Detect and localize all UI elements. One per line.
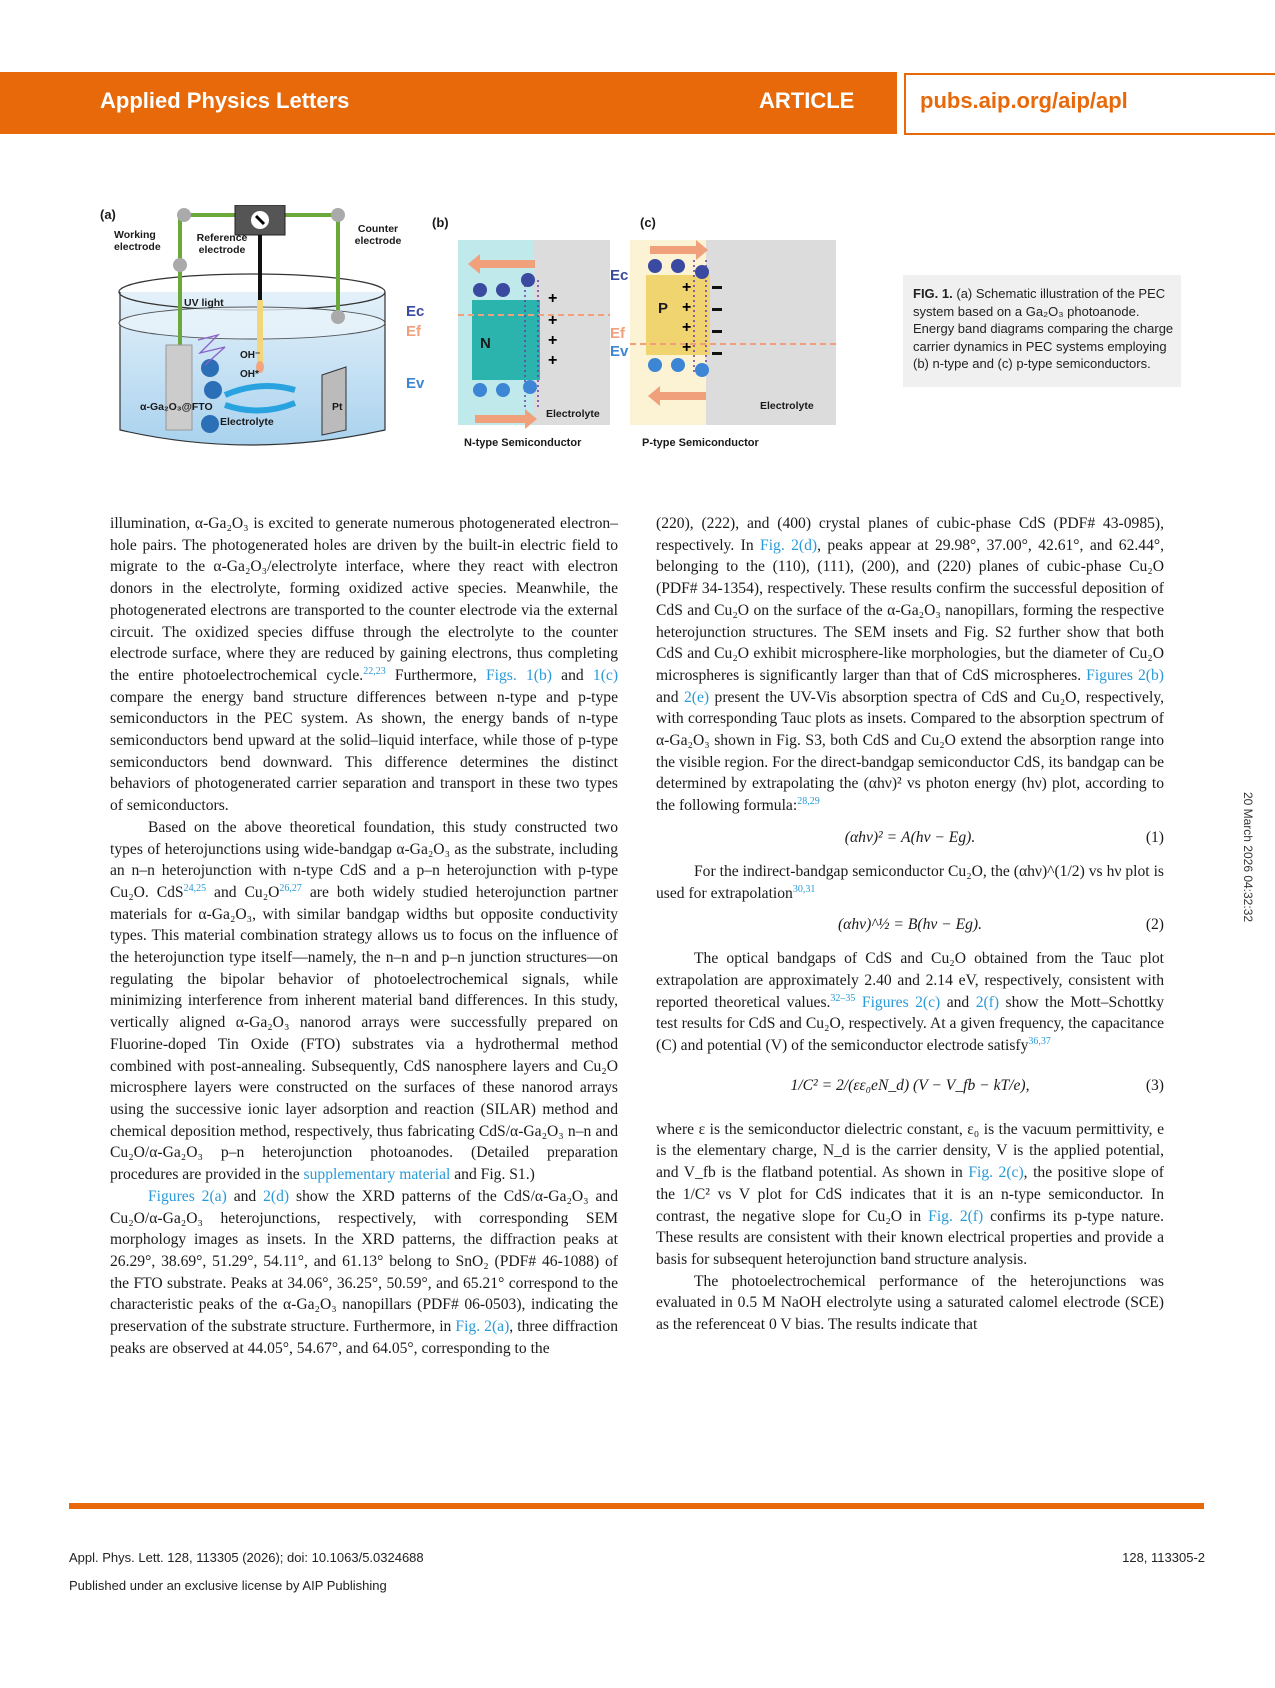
hole-icon — [201, 359, 219, 377]
ef-label-b: Ef — [406, 323, 421, 340]
photoanode-label: α-Ga₂O₃@FTO — [140, 401, 213, 413]
electron-icon — [521, 273, 535, 287]
paragraph: Figures 2(a) and 2(d) show the XRD patterns of the CdS/α-Ga₂O₃ and Cu₂O/α-Ga₂O₃ heterojunctions, respectively, with corresponding SEM morphology images as insets. In the XRD patterns, the diffraction peaks at 26.29°, 38.69°, 51.29°, 54.11°, and 61.13° belong to SnO₂ (PDF# 46-1088) of the FTO substrate. Peaks at 34.06°, 36.25°, 50.59°, and 65.21° correspond to the characteristic peaks of the α-Ga₂O₃ nanopillars (PDF# 06-0503), indicating the preservation of the substrate structure. Furthermore, in Fig. 2(a), three diffraction peaks are observed at 44.05°, 54.67°, and 64.05°, corresponding to the — [110, 1187, 619, 1357]
ef-label-c: Ef — [610, 325, 625, 342]
uv-light-label: UV light — [184, 297, 224, 309]
n-region-label: N — [480, 335, 491, 352]
figure-link[interactable]: Fig. 2(c) — [968, 1164, 1024, 1182]
hole-icon — [201, 415, 219, 433]
svg-text:+: + — [548, 312, 558, 329]
figure-link[interactable]: 1(c) — [592, 666, 619, 684]
svg-text:+: + — [682, 339, 692, 356]
paragraph: where ε is the semiconductor dielectric constant, ε₀ is the vacuum permittivity, e is the elementary charge, N_d is the carrier density, V is the applied potential, and V_fb is the flatband potential. As shown in Fig. 2(c), the positive slope of the 1/C² vs V plot for CdS indicates that it is an n-type semiconductor. In contrast, the negative slope for Cu₂O in Fig. 2(f) confirms its p-type nature. These results are consistent with their known electrical properties and provide a basis for subsequent heterojunction band structure analysis. — [656, 1120, 1165, 1268]
figure-link[interactable]: Figs. 1(b) — [485, 666, 552, 684]
left-column — [110, 513, 618, 1359]
electrolyte-label-b: Electrolyte — [546, 408, 600, 420]
panel-label-c: (c) — [640, 215, 656, 230]
journal-title: Applied Physics Letters — [100, 88, 350, 113]
reference-electrode-label: Reference electrode — [196, 232, 248, 256]
figure-link[interactable]: Fig. 2(f) — [928, 1207, 984, 1225]
download-timestamp: 20 March 2026 04:32:32 — [1241, 791, 1256, 923]
paragraph: The photoelectrochemical performance of the heterojunctions was evaluated in 0.5 M NaOH electrolyte using a saturated calomel electrode (SCE) as the referenceat 0 V bias. The results indicate that — [656, 1272, 1164, 1334]
panel-label-b: (b) — [432, 215, 449, 230]
citation[interactable]: 36,37 — [1028, 1035, 1051, 1047]
paragraph: illumination, α-Ga₂O₃ is excited to generate numerous photogenerated electron–hole pairs. The photogenerated holes are driven by the built-in electric field to migrate to the α-Ga₂O₃/electrolyte interface, where they react with electron donors in the electrolyte, forming oxidized active species. Meanwhile, the photogenerated electrons are transported to the counter electrode via the external circuit. The oxidized species diffuse through the electrolyte to the counter electrode surface, where they are reduced by gaining electrons, thus completing the entire photoelectrochemical cycle.$^{22,23}$ Furthermore, Figs. 1(b) and 1(c) compare the energy band structure differences between n-type and p-type semiconductors in the PEC system. As shown, the energy bands of n-type semiconductors bend upward at the solid–liquid interface, while those of p-type semiconductors bend downward. This difference determines the distinct behaviors of photogenerated carrier separation and transport in these two types of semiconductors. — [110, 515, 619, 815]
pt-label: Pt — [332, 401, 343, 413]
paragraph: Based on the above theoretical foundation, this study constructed two types of heterojunctions using wide-bandgap α-Ga₂O₃ as the substrate, including an n–n heterojunction with n-type CdS and a p–n heterojunction with p-type Cu₂O. CdS$^{24,25}$ and $Cu_2O^{26,27}$ are both widely studied heterojunction partner materials for α-Ga₂O₃, with similar bandgap widths but opposite conductivity types. This material combination strategy allows us to focus on the influence of the heterojunction type itself—namely, the n–n and p–n junction structures—on regulating the bipolar behavior of photoelectrochemical signals, while minimizing interference from inherent material band differences. In this study, vertically aligned α-Ga₂O₃ nanorod arrays were successfully prepared on Fluorine-doped Tin Oxide (FTO) substrates via a hydrothermal method combined with post-annealing. Subsequently, CdS nanosphere layers and Cu₂O microsphere layers were constructed on the surfaces of these nanorod arrays using the successive ionic layer adsorption and reaction (SILAR) method and chemical deposition method, respectively, thus fabricating CdS/α-Ga₂O₃ n–n and Cu₂O/α-Ga₂O₃ p–n heterojunction photoanodes. (Detailed preparation procedures are provided in the supplementary material and Fig. S1.) — [110, 818, 618, 1184]
figure-link[interactable]: Fig. 2(d) — [760, 536, 818, 554]
figure-link[interactable]: Fig. 2(a) — [455, 1318, 510, 1336]
caption-text: (a) Schematic illustration of the PEC system based on a Ga₂O₃ photoanode. Energy band diagrams comparing the charge carrier dynamics in PEC systems employing (b) n-type and (c) p-type semiconductors. — [913, 286, 1174, 371]
citation[interactable]: 26,27 — [279, 882, 302, 894]
panel-label-a: (a) — [100, 207, 116, 222]
article-type: ARTICLE — [759, 88, 855, 113]
electrolyte-label: Electrolyte — [220, 416, 274, 428]
svg-text:+: + — [548, 290, 558, 307]
p-type-title: P-type Semiconductor — [642, 437, 759, 449]
oh-radical-label: OH* — [240, 369, 259, 380]
equation-number: (2) — [1145, 916, 1164, 934]
citation[interactable]: 28,29 — [797, 795, 820, 807]
supplementary-link[interactable]: supplementary material — [303, 1166, 451, 1184]
svg-text:+: + — [682, 299, 692, 316]
electron-icon — [177, 208, 191, 222]
ec-label-c: Ec — [610, 267, 629, 284]
hole-icon — [496, 383, 510, 397]
figure-caption — [903, 275, 1181, 387]
figure-link[interactable]: Figures 2(a) — [148, 1187, 227, 1205]
figure-link[interactable]: Figures 2(b) — [1086, 666, 1164, 684]
footer-license: Published under an exclusive license by AIP Publishing — [69, 1578, 387, 1593]
svg-text:+: + — [682, 279, 692, 296]
equation-number: (3) — [1145, 1076, 1164, 1094]
figure-1c — [610, 215, 840, 455]
hole-icon — [204, 381, 222, 399]
equation-number: (1) — [1145, 828, 1164, 846]
journal-url-link[interactable]: pubs.aip.org/aip/apl — [920, 88, 1128, 113]
citation[interactable]: 24,25 — [183, 882, 207, 894]
hole-icon — [523, 380, 537, 394]
figure-link[interactable]: Figures 2(c) — [861, 993, 941, 1011]
electron-icon — [173, 258, 187, 272]
figure-link[interactable]: 2(e) — [683, 688, 710, 706]
electron-icon — [671, 259, 685, 273]
electron-icon — [331, 208, 345, 222]
paragraph: For the indirect-bandgap semiconductor Cu₂O, the (αhν)^(1/2) vs hν plot is used for extrapolation$^{30,31}$ — [656, 862, 1164, 902]
electron-icon — [331, 310, 345, 324]
working-electrode-label: Working electrode — [114, 229, 161, 253]
hole-icon — [473, 383, 487, 397]
caption-label: FIG. 1. — [913, 286, 953, 301]
right-column — [656, 513, 1164, 1336]
equation-3: 1/C² = 2/(εε₀eN_d) (V − V_fb − kT/e), (3) — [656, 1057, 1164, 1119]
n-type-title: N-type Semiconductor — [464, 437, 582, 449]
figure-1b — [406, 215, 620, 455]
electron-icon — [496, 283, 510, 297]
ec-label-b: Ec — [406, 303, 425, 320]
ev-label-c: Ev — [610, 343, 629, 360]
hole-icon — [695, 363, 709, 377]
citation[interactable]: 32–35 — [830, 992, 856, 1004]
oh-minus-label: OH⁻ — [240, 350, 261, 361]
hole-icon — [648, 358, 662, 372]
electron-icon — [473, 283, 487, 297]
svg-text:+: + — [548, 332, 558, 349]
electrolyte-label-c: Electrolyte — [760, 400, 814, 412]
p-region-label: P — [658, 300, 669, 317]
photoanode — [166, 345, 192, 430]
ev-label-b: Ev — [406, 375, 425, 392]
counter-electrode-label: Counter electrode — [354, 223, 402, 247]
hole-icon — [671, 358, 685, 372]
citation[interactable]: 30,31 — [792, 883, 816, 895]
equation-2: (αhν)^½ = B(hν − Eg). (2) — [656, 904, 1164, 948]
liquid-surface — [119, 307, 385, 339]
svg-text:+: + — [548, 352, 558, 369]
electron-icon — [648, 259, 662, 273]
paragraph: (220), (222), and (400) crystal planes of cubic-phase CdS (PDF# 43-0985), respectively. In Fig. 2(d), peaks appear at 29.98°, 37.00°, 42.61°, and 62.44°, belonging to the (110), (111), (200), and (220) planes of cubic-phase Cu₂O (PDF# 34-1354), respectively. These results confirm the successful deposition of CdS and Cu₂O on the surface of the α-Ga₂O₃ nanopillars, forming the respective heterojunction structures. The SEM insets and Fig. S2 further show that both CdS and Cu₂O exhibit microsphere-like morphologies, but the diameter of Cu₂O microspheres is significantly larger than that of CdS microspheres. Figures 2(b) and 2(e) present the UV-Vis absorption spectra of CdS and Cu₂O, respectively, with corresponding Tauc plots as insets. Compared to the absorption spectrum of α-Ga₂O₃ shown in Fig. S3, both CdS and Cu₂O extend the absorption range into the visible region. For the direct-bandgap semiconductor CdS, its bandgap can be determined by extrapolating the (αhν)² vs photon energy (hν) plot, according to the following formula:$^{28,29}$ — [656, 515, 1164, 815]
footer-citation: Appl. Phys. Lett. 128, 113305 (2026); doi: 10.1063/5.0324688 — [69, 1550, 424, 1565]
equation-1: (αhν)² = A(hν − Eg). (1) — [656, 817, 1164, 861]
svg-text:+: + — [682, 319, 692, 336]
footer-page-number: 128, 113305-2 — [1122, 1550, 1205, 1565]
electron-icon — [695, 265, 709, 279]
paragraph: The optical bandgaps of CdS and Cu₂O obtained from the Tauc plot extrapolation are approximately 2.40 and 2.14 eV, respectively, consistent with reported theoretical values.$^{32-35}$ Figures 2(c) and 2(f) show the Mott–Schottky test results for CdS and Cu₂O, respectively. At a given frequency, the capacitance (C) and potential (V) of the semiconductor electrode satisfy$^{36,37}$ — [656, 950, 1164, 1055]
figure-link[interactable]: 2(f) — [975, 993, 1000, 1011]
citation[interactable]: 22,23 — [363, 665, 386, 677]
footer-bar — [69, 1503, 1204, 1509]
figure-link[interactable]: 2(d) — [263, 1187, 290, 1205]
figure-1a — [100, 205, 405, 465]
